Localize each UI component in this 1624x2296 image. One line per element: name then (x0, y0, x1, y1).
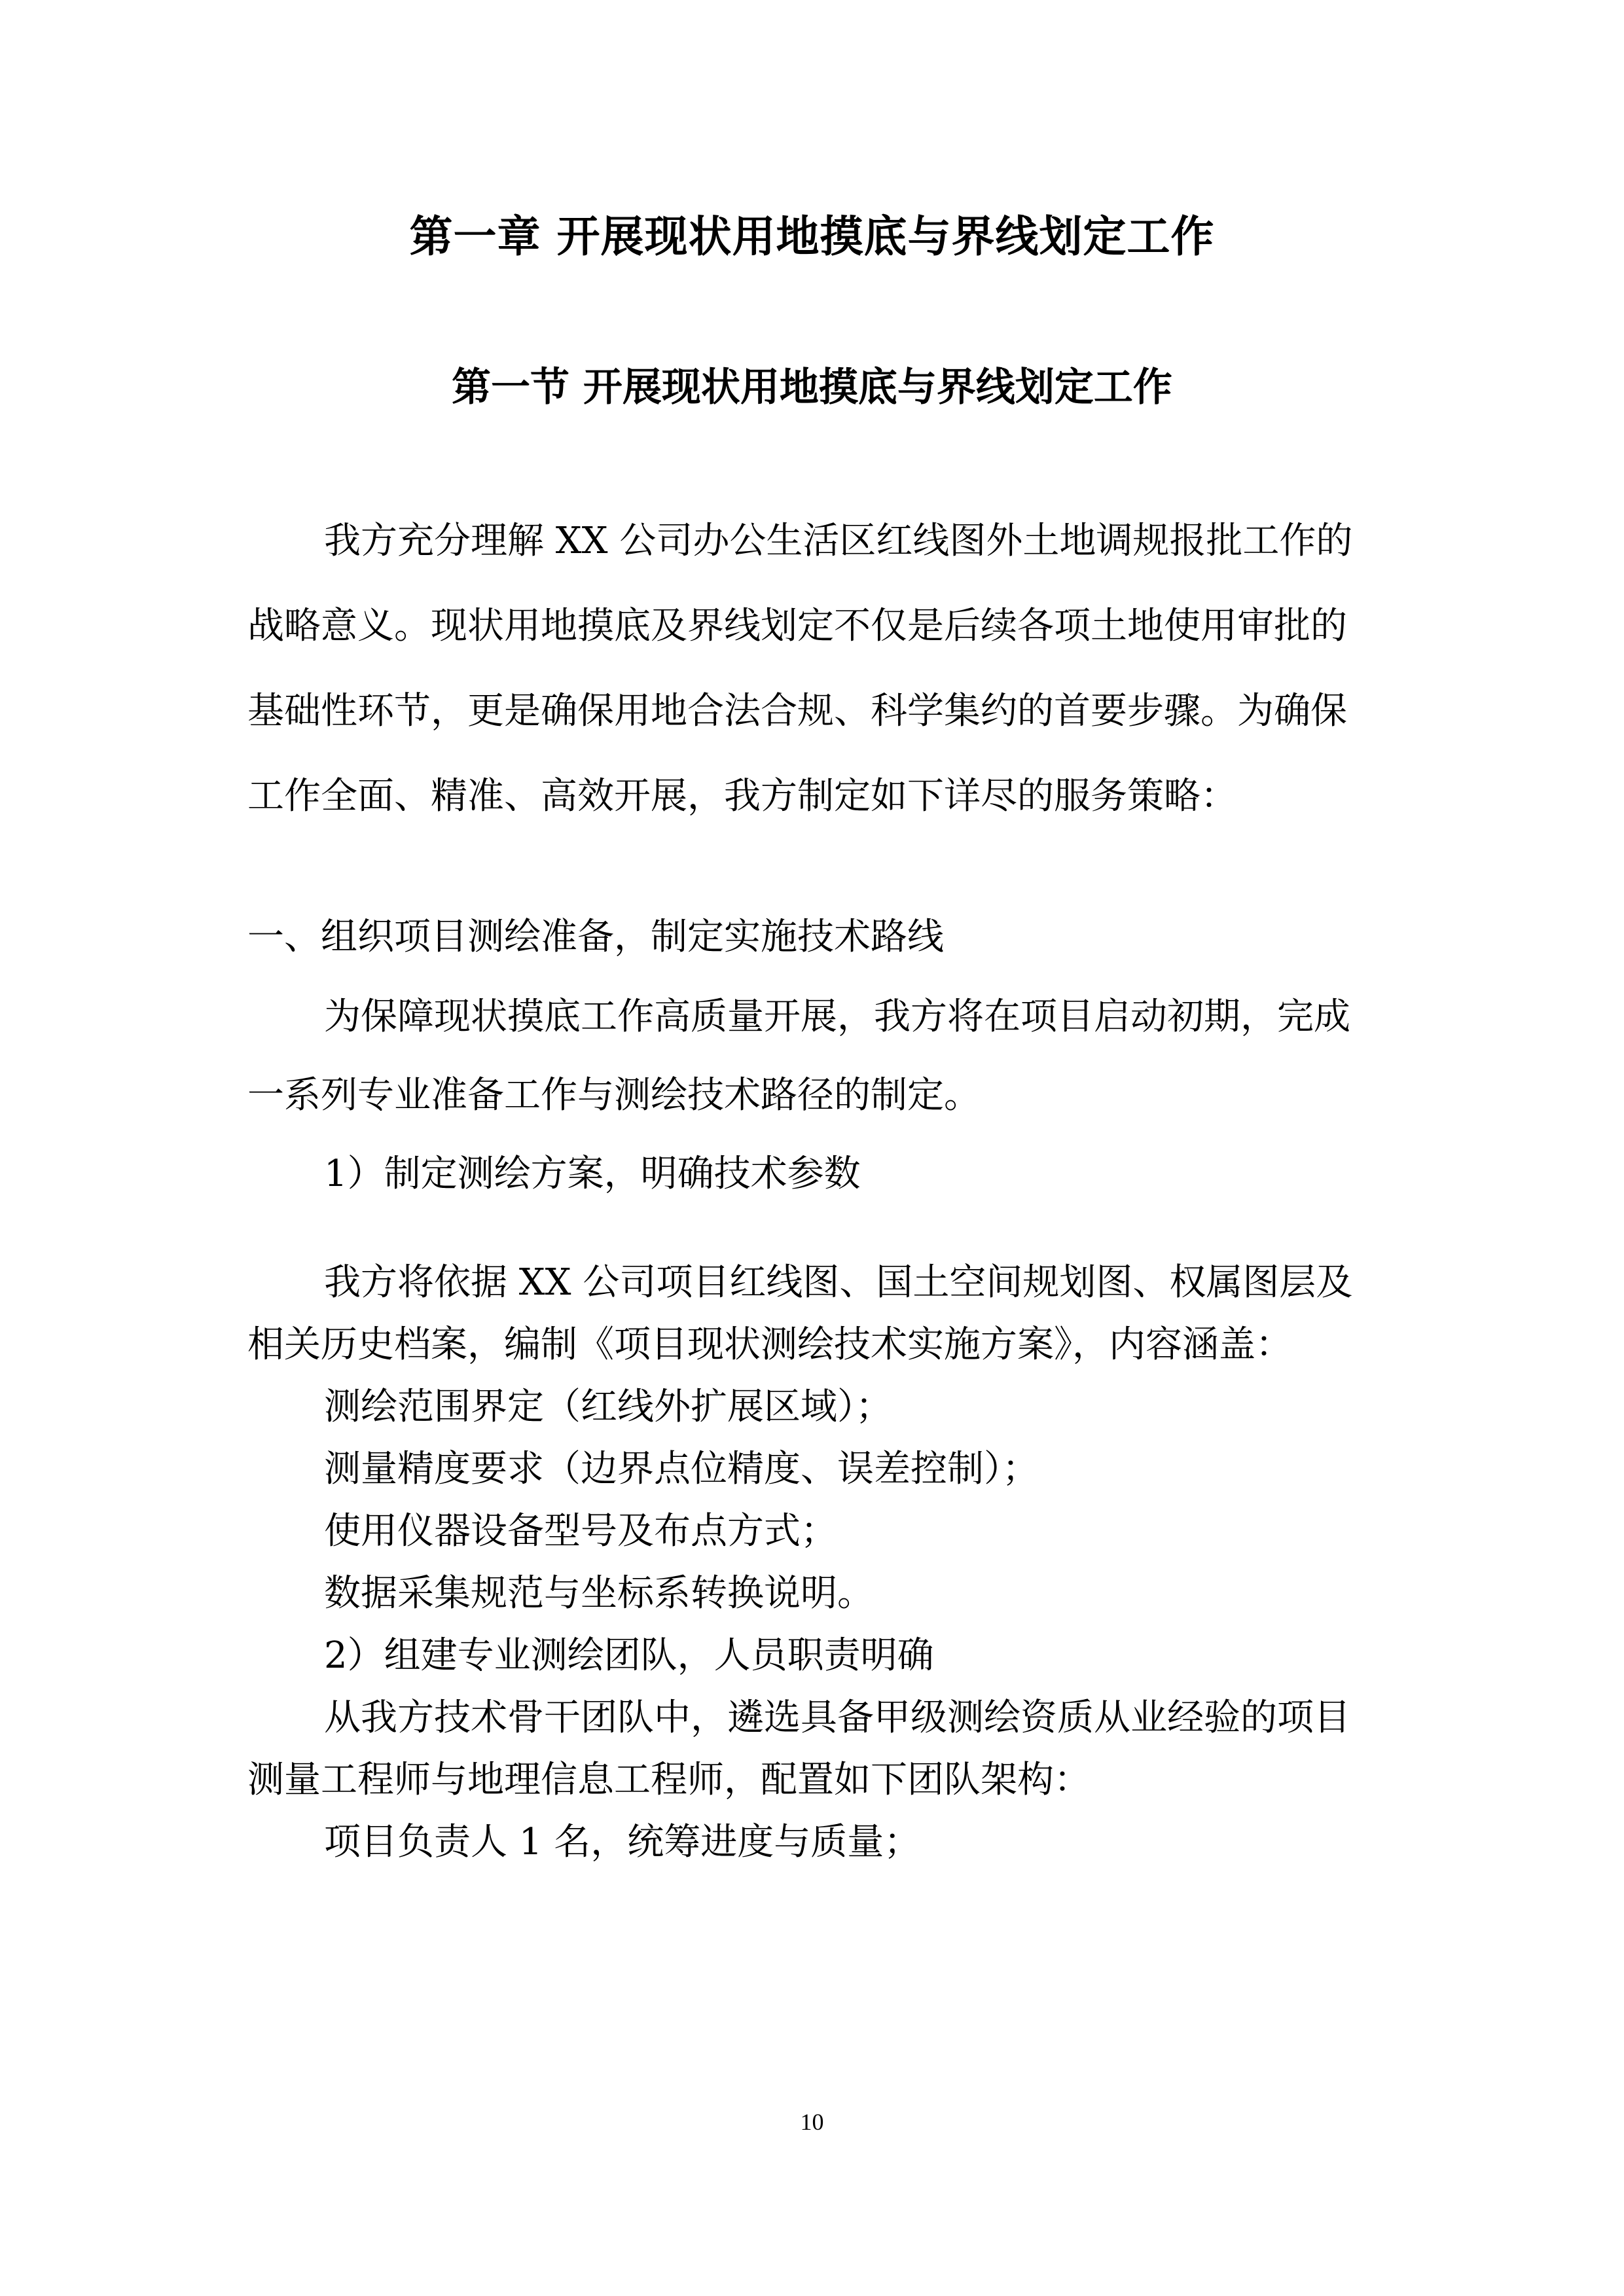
intro-paragraph-line-3: 基础性环节，更是确保用地合法合规、科学集约的首要步骤。为确保 (247, 690, 1347, 732)
team-paragraph-line-1: 从我方技术骨干团队中，遴选具备甲级测绘资质从业经验的项目 (324, 1696, 1350, 1739)
plan-item-scope: 测绘范围界定（红线外扩展区域）； (324, 1386, 892, 1428)
item-1-heading: 1）制定测绘方案，明确技术参数 (324, 1153, 861, 1195)
subheading-one: 一、组织项目测绘准备，制定实施技术路线 (247, 916, 944, 958)
prep-paragraph-line-1: 为保障现状摸底工作高质量开展，我方将在项目启动初期，完成 (324, 996, 1350, 1038)
prep-paragraph-line-2: 一系列专业准备工作与测绘技术路径的制定。 (247, 1074, 981, 1117)
chapter-title: 第一章 开展现状用地摸底与界线划定工作 (409, 211, 1215, 262)
team-item-lead: 项目负责人 1 名，统筹进度与质量； (324, 1821, 921, 1863)
intro-paragraph-line-4: 工作全面、精准、高效开展，我方制定如下详尽的服务策略： (247, 775, 1237, 817)
intro-paragraph-line-2: 战略意义。现状用地摸底及界线划定不仅是后续各项土地使用审批的 (247, 605, 1347, 647)
item-2-heading: 2）组建专业测绘团队，人员职责明确 (324, 1634, 934, 1677)
plan-item-data-spec: 数据采集规范与坐标系转换说明。 (324, 1572, 874, 1615)
team-paragraph-line-2: 测量工程师与地理信息工程师，配置如下团队架构： (247, 1759, 1091, 1801)
section-title: 第一节 开展现状用地摸底与界线划定工作 (452, 365, 1172, 410)
plan-paragraph-line-2: 相关历史档案，编制《项目现状测绘技术实施方案》，内容涵盖： (247, 1323, 1292, 1366)
intro-paragraph-line-1: 我方充分理解 XX 公司办公生活区红线图外土地调规报批工作的 (324, 520, 1353, 562)
plan-paragraph-line-1: 我方将依据 XX 公司项目红线图、国土空间规划图、权属图层及 (324, 1261, 1353, 1304)
plan-item-precision: 测量精度要求（边界点位精度、误差控制）； (324, 1448, 1039, 1490)
page-number: 10 (800, 2109, 824, 2135)
plan-item-equipment: 使用仪器设备型号及布点方式； (324, 1510, 837, 1552)
